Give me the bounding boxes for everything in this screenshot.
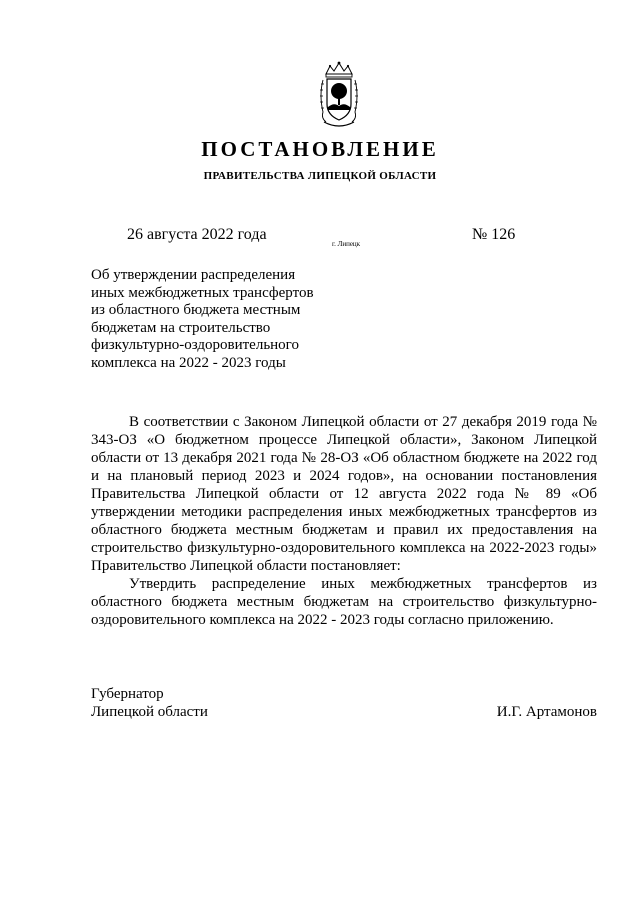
document-date: 26 августа 2022 года: [127, 226, 267, 243]
subject-line: из областного бюджета местным: [91, 302, 301, 319]
signatory-position-line-2: Липецкой области: [91, 704, 208, 720]
body-paragraph-2: Утвердить распределение иных межбюджетных трансфертов из областного бюджета местным бюджетам на строительство физкультурно-оздоровительного комплекса на 2022 - 2023 годы согласно приложению.: [91, 576, 597, 628]
signatory-position-line-1: Губернатор: [91, 686, 164, 702]
document-title: ПОСТАНОВЛЕНИЕ: [201, 137, 439, 161]
signatory-name: И.Г. Артамонов: [496, 704, 597, 720]
document-subtitle: ПРАВИТЕЛЬСТВА ЛИПЕЦКОЙ ОБЛАСТИ: [203, 170, 437, 182]
body-paragraph-1: В соответствии с Законом Липецкой области от 27 декабря 2019 года № 343-ОЗ «О бюджетном процессе Липецкой области», Законом Липецкой области от 13 декабря 2021 года № 28-ОЗ «Об областном бюджете на 2022 год и на плановый период 2023 и 2024 годов», на основании постановления Правительства Липецкой области от 12 августа 2022 года № 89 «Об утверждении методики распределения иных межбюджетных трансфертов из областного бюджета местным бюджетам и правил их предоставления на строительство физкультурно-оздоровительного комплекса на 2022-2023 годы» Правительство Липецкой области постановляет:: [91, 414, 597, 574]
subject-line: иных межбюджетных трансфертов: [91, 284, 314, 301]
signatory-position: [91, 685, 208, 721]
subject-line: Об утверждении распределения: [91, 267, 296, 283]
document-city: г. Липецк: [332, 240, 361, 248]
subject-line: бюджетам на строительство: [91, 319, 271, 336]
document-subject: [91, 267, 331, 373]
subject-line: комплекса на 2022 - 2023 годы: [91, 354, 286, 371]
coat-of-arms-icon: [318, 60, 360, 130]
subject-line: физкультурно-оздоровительного: [91, 337, 299, 354]
document-number: № 126: [472, 226, 516, 243]
